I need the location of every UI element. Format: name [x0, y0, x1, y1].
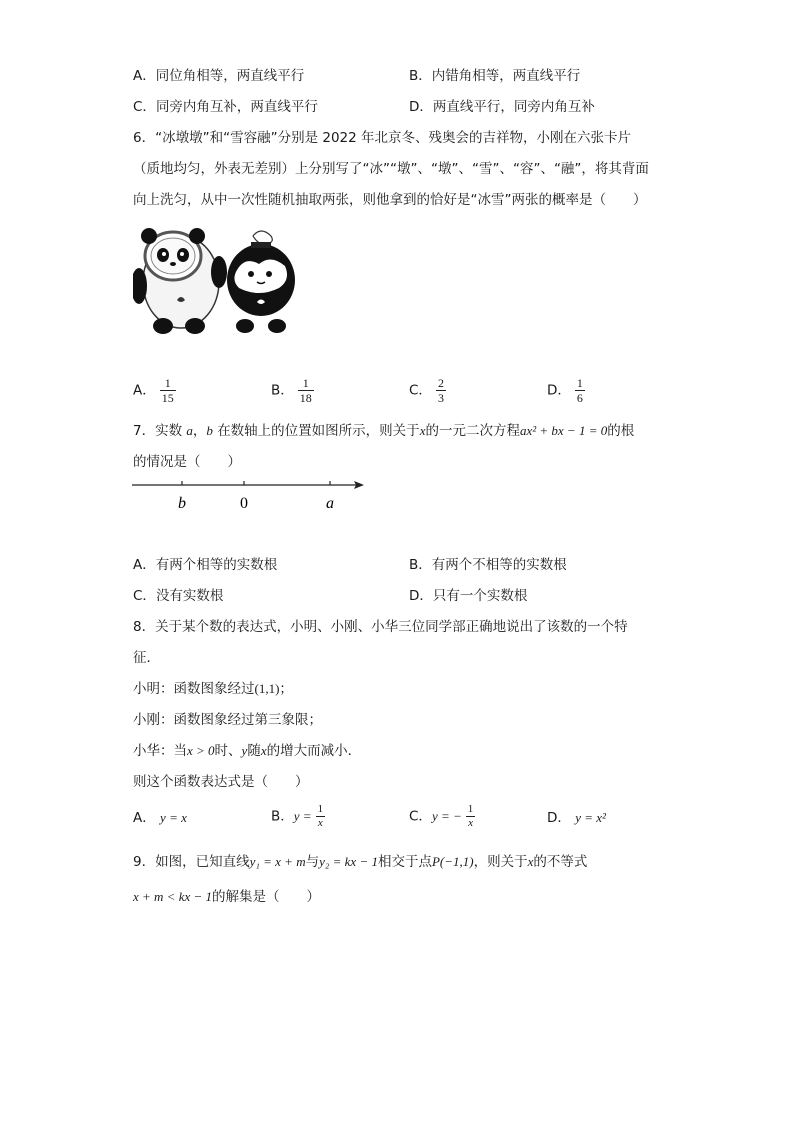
option-label: C． — [409, 808, 432, 825]
text: ； — [279, 681, 293, 697]
text: 相交于点 — [377, 854, 432, 870]
option-label: A． — [133, 382, 156, 399]
q8-xiaoming — [133, 679, 293, 699]
point: (1,1) — [254, 681, 280, 696]
var-b: b — [206, 423, 213, 438]
text: 与 — [305, 854, 320, 870]
option-text: 两直线平行，同旁内角互补 — [432, 99, 595, 115]
option-label: C． — [133, 588, 156, 604]
q5-option-d — [409, 97, 595, 117]
option-text: 没有实数根 — [155, 588, 224, 604]
point: P(−1,1) — [431, 854, 474, 869]
q7-stem-line-2: 的情况是（ ） — [133, 454, 241, 470]
q6-stem-line-3: 向上洗匀，从中一次性随机抽取两张，则他拿到的恰好是“冰雪”两张的概率是（ ） — [133, 192, 647, 208]
var-x: x — [260, 743, 267, 758]
fraction — [436, 376, 446, 405]
q9-stem-line-2 — [133, 887, 320, 907]
text: 7．实数 — [133, 423, 183, 439]
option-label: C． — [409, 382, 432, 399]
expression: y = x — [160, 810, 187, 825]
denominator: 18 — [299, 391, 312, 405]
text: 时、 — [214, 743, 242, 759]
option-label: C． — [133, 99, 156, 115]
q8-stem-line-1: 8．关于某个数的表达式，小明、小刚、小华三位同学部正确地说出了该数的一个特 — [133, 619, 628, 635]
numerator: 1 — [164, 376, 171, 390]
q5-option-b — [409, 66, 580, 86]
q7-option-c — [133, 586, 223, 606]
equation-y2: y₂ = kx − 1 — [319, 854, 378, 869]
denominator: 3 — [437, 391, 444, 405]
q6-option-c — [409, 376, 446, 405]
fraction — [298, 376, 314, 405]
q8-xiaohua — [133, 741, 361, 761]
expression: y = x² — [575, 810, 606, 825]
q8-option-b — [271, 803, 325, 830]
q5-option-a — [133, 66, 304, 86]
numerator: 1 — [576, 376, 583, 390]
denominator: 15 — [161, 391, 174, 405]
q7-option-a — [133, 555, 277, 575]
text: 的不等式 — [533, 854, 588, 870]
fraction — [160, 376, 176, 405]
option-label: D． — [547, 810, 571, 826]
fraction — [575, 376, 585, 405]
var-x: x — [419, 423, 426, 438]
text: ， — [192, 423, 207, 439]
numberline-label-0: 0 — [240, 495, 248, 512]
condition: x > 0 — [187, 743, 215, 758]
q9-stem-line-1 — [133, 852, 587, 872]
var-y: y — [241, 743, 248, 758]
numerator: 2 — [437, 376, 444, 390]
numerator: 1 — [467, 803, 474, 815]
numerator: 1 — [317, 803, 324, 815]
denominator: x — [317, 817, 323, 829]
option-label: B． — [409, 557, 432, 573]
text: 在数轴上的位置如图所示，则关于 — [217, 423, 420, 439]
text: 9．如图，已知直线 — [133, 854, 250, 870]
lantern-mascot — [227, 231, 295, 333]
equation: ax² + bx − 1 = 0 — [519, 423, 608, 438]
text: ，则关于 — [473, 854, 528, 870]
q8-option-a — [133, 808, 187, 828]
q7-option-b — [409, 555, 567, 575]
q8-stem-line-2: 征． — [133, 650, 160, 666]
text: 小华：当 — [133, 743, 187, 759]
var-a: a — [186, 423, 193, 438]
q7-stem-line-1 — [133, 421, 634, 441]
q8-ask: 则这个函数表达式是（ ） — [133, 774, 309, 790]
inequality: x + m < kx − 1 — [133, 889, 213, 904]
text: 随 — [247, 743, 261, 759]
number-line — [128, 470, 378, 520]
option-label: A． — [133, 68, 156, 84]
numerator: 1 — [302, 376, 309, 390]
q6-stem-line-1: 6．“冰墩墩”和“雪容融”分别是 2022 年北京冬、残奥会的吉祥物，小刚在六张卡片 — [133, 130, 632, 146]
equation-y1: y₁ = x + m — [249, 854, 306, 869]
text: 的增大而减小． — [266, 743, 362, 759]
q8-option-d — [547, 808, 606, 828]
fraction — [316, 803, 326, 830]
expression: y = — [293, 808, 312, 824]
option-label: D． — [409, 99, 433, 115]
text: 小明：函数图象经过 — [133, 681, 255, 697]
option-label: D． — [547, 382, 571, 399]
q6-option-d — [547, 376, 585, 405]
q6-stem-line-2: （质地均匀，外表无差别）上分别写了“冰”“墩”、“墩”、“雪”、“容”、“融”，将其背面 — [133, 161, 649, 177]
q5-option-c — [133, 97, 318, 117]
fraction — [466, 803, 476, 830]
option-text: 内错角相等，两直线平行 — [431, 68, 581, 84]
q8-xiaogang: 小刚：函数图象经过第三象限； — [133, 712, 322, 728]
text: 的根 — [607, 423, 635, 439]
denominator: x — [468, 817, 473, 829]
numberline-label-b: b — [178, 495, 186, 512]
option-text: 有两个相等的实数根 — [155, 557, 278, 573]
mascots-image — [133, 222, 301, 336]
option-text: 同位角相等，两直线平行 — [155, 68, 305, 84]
option-label: B． — [409, 68, 432, 84]
q8-option-c — [409, 803, 475, 830]
option-text: 有两个不相等的实数根 — [431, 557, 567, 573]
var-x: x — [527, 854, 534, 869]
option-label: A． — [133, 557, 156, 573]
numberline-label-a: a — [326, 495, 334, 512]
option-label: A． — [133, 810, 156, 826]
option-text: 同旁内角互补，两直线平行 — [155, 99, 318, 115]
text: 的一元二次方程 — [425, 423, 520, 439]
q6-option-a — [133, 376, 176, 405]
option-text: 只有一个实数根 — [432, 588, 528, 604]
panda-mascot — [133, 228, 227, 334]
option-label: D． — [409, 588, 433, 604]
q6-option-b — [271, 376, 314, 405]
q7-option-d — [409, 586, 527, 606]
option-label: B． — [271, 382, 294, 399]
option-label: B． — [271, 808, 294, 825]
text: 的解集是（ ） — [212, 889, 321, 905]
denominator: 6 — [576, 391, 583, 405]
expression: y = − — [431, 808, 462, 824]
